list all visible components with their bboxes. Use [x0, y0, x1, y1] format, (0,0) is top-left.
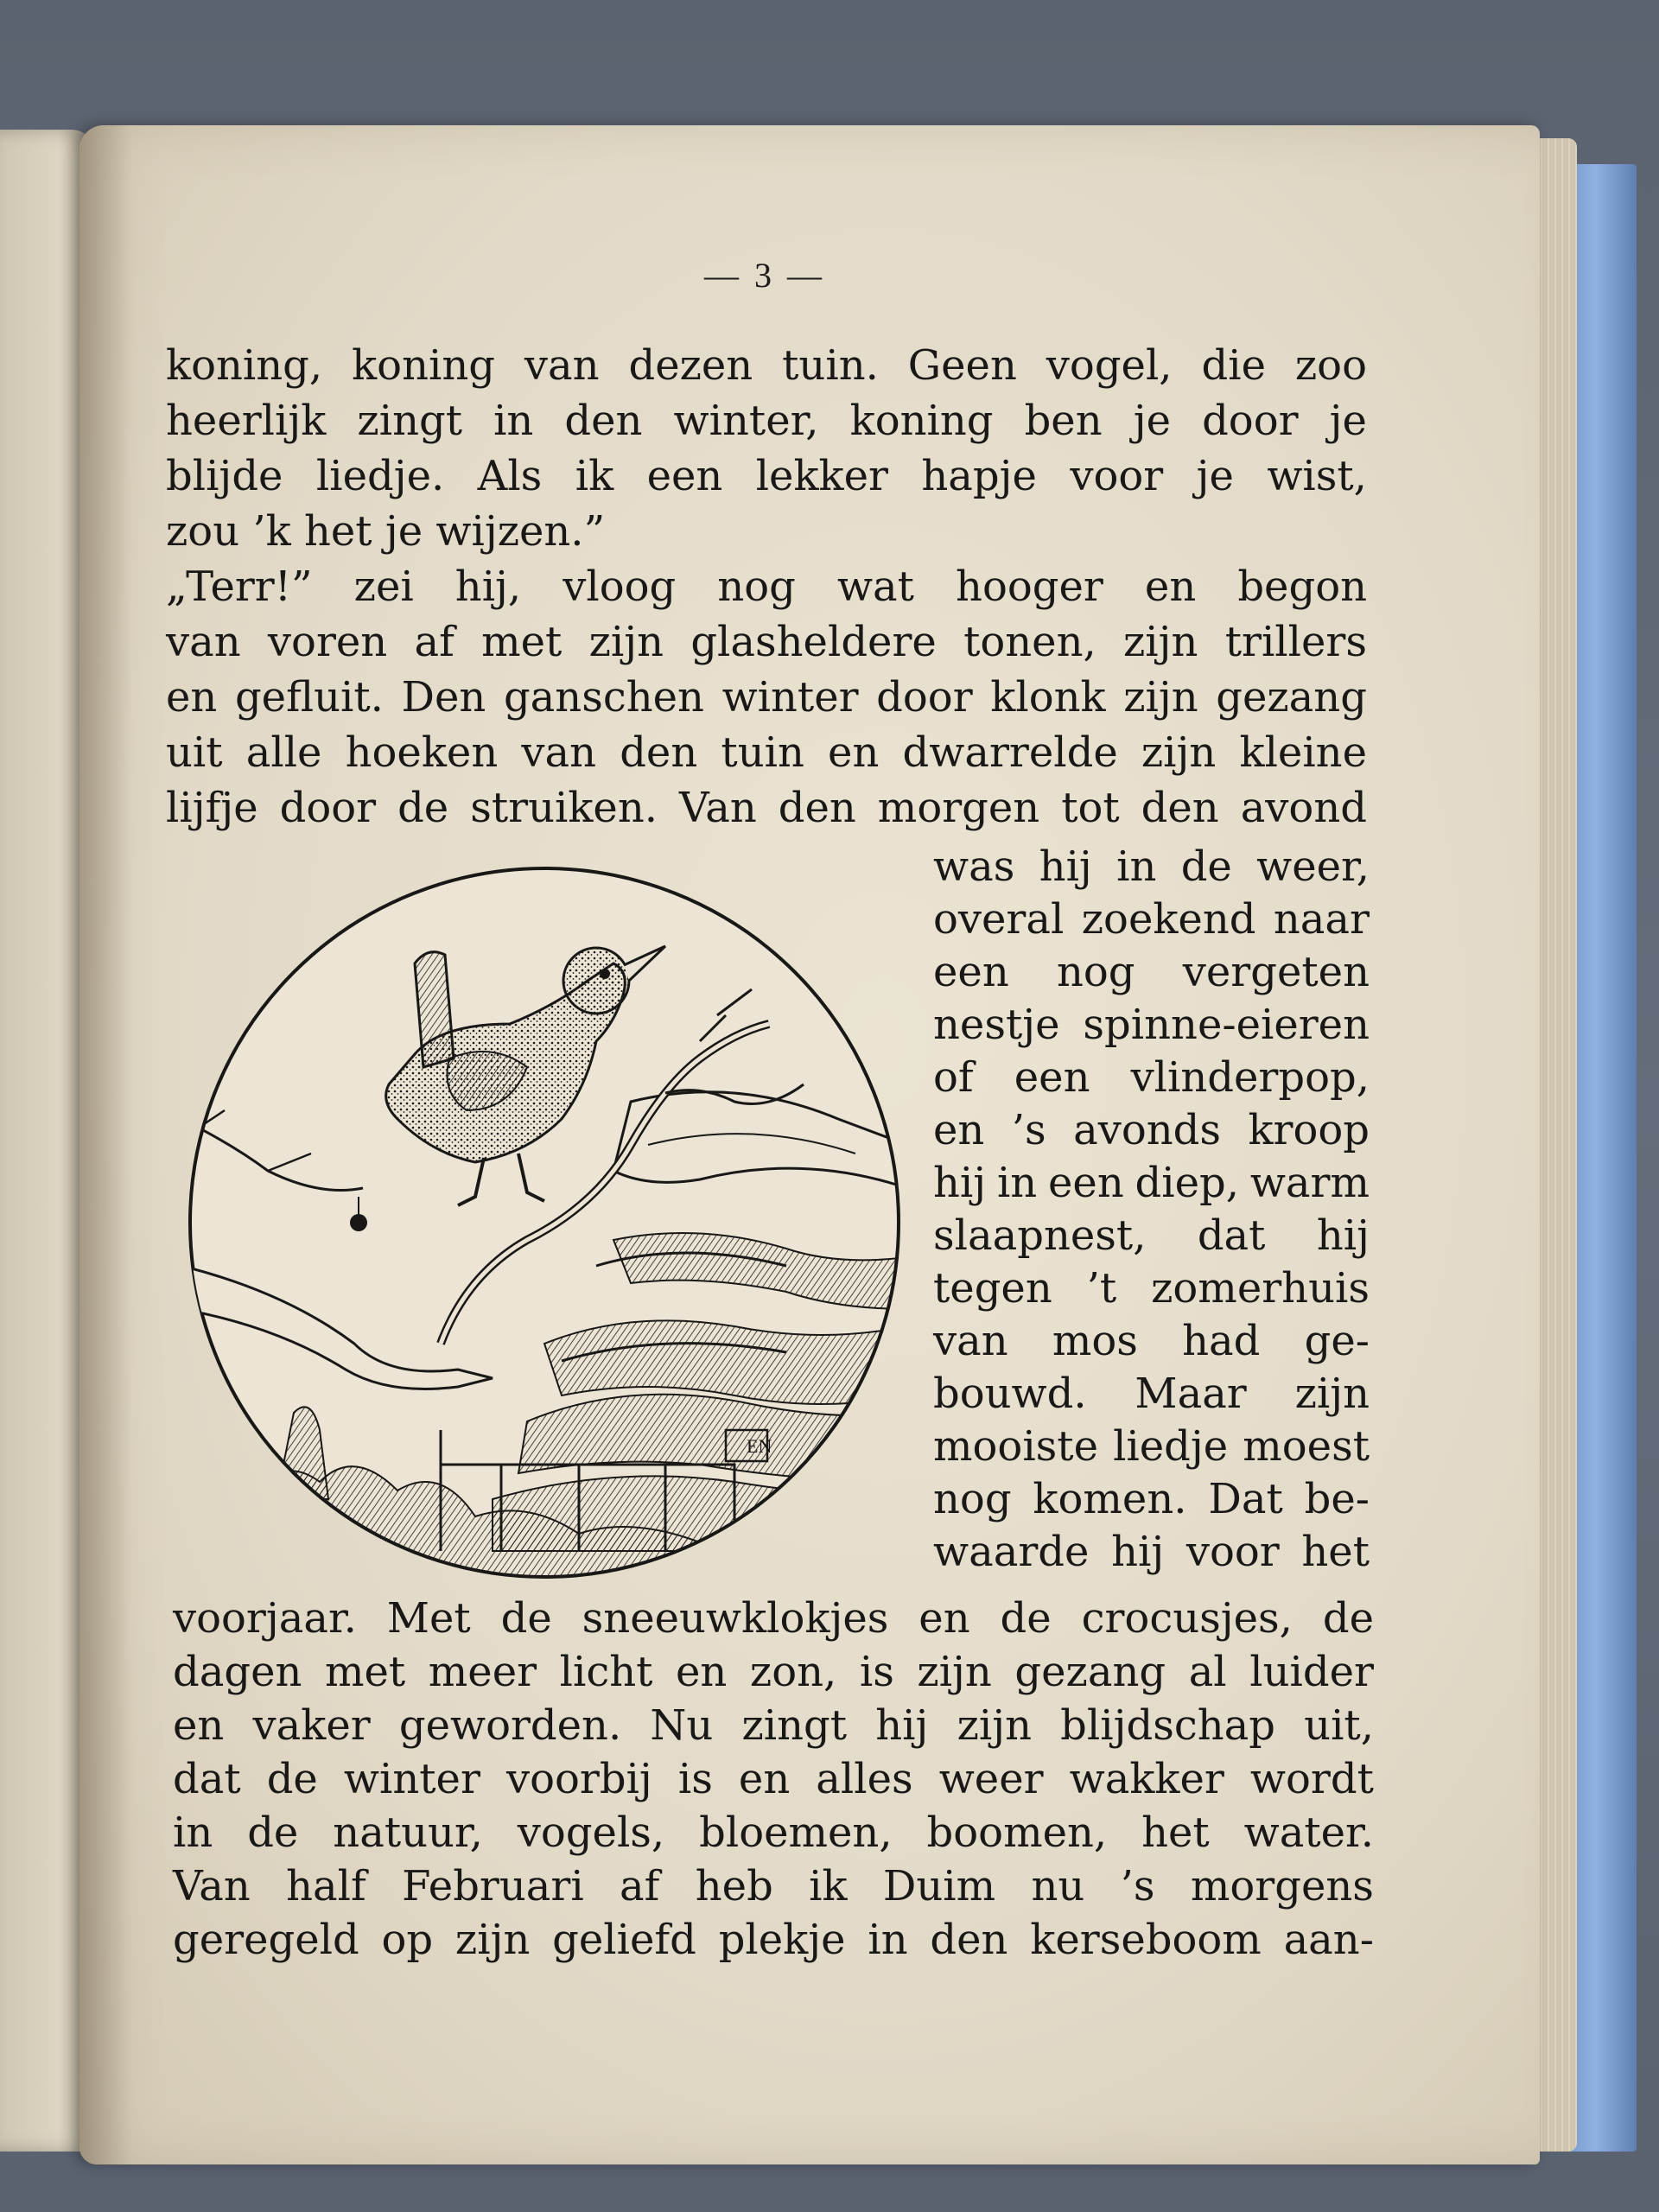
text-line: of een vlinderpop, [933, 1053, 1370, 1102]
text-line: in de natuur, vogels, bloemen, boomen, het water. [173, 1808, 1374, 1857]
text-line: dat de winter voorbij is en alles weer wakker wordt [173, 1755, 1374, 1803]
text-line: was hij in de weer, [933, 842, 1370, 891]
wren-illustration [181, 860, 907, 1586]
text-line: nog komen. Dat be- [933, 1475, 1370, 1523]
text-line: lijfje door de struiken. Van den morgen tot den avond [166, 784, 1367, 832]
text-line: en ’s avonds kroop [933, 1106, 1370, 1154]
text-line: en vaker geworden. Nu zingt hij zijn blijdschap uit, [173, 1701, 1374, 1750]
text-line: „Terr!” zei hij, vloog nog wat hooger en begon [166, 563, 1367, 611]
text-line: mooiste liedje moest [933, 1422, 1370, 1471]
text-line: tegen ’t zomerhuis [933, 1264, 1370, 1313]
text-line: bouwd. Maar zijn [933, 1370, 1370, 1418]
text-line: voorjaar. Met de sneeuwklokjes en de crocusjes, de [173, 1594, 1374, 1643]
text-line: dagen met meer licht en zon, is zijn gezang al luider [173, 1648, 1374, 1696]
text-line: nestje spinne-eieren [933, 1001, 1370, 1049]
page-number: — 3 — [704, 256, 825, 295]
text-line: slaapnest, dat hij [933, 1211, 1370, 1260]
text-line: zou ’k het je wijzen.” [166, 507, 606, 556]
text-line: overal zoekend naar [933, 895, 1370, 944]
text-line: en gefluit. Den ganschen winter door klonk zijn gezang [166, 673, 1367, 721]
text-line: koning, koning van dezen tuin. Geen vogel, die zoo [166, 341, 1367, 390]
top-paragraph [166, 341, 1367, 860]
text-line: geregeld op zijn geliefd plekje in den kerseboom aan- [173, 1916, 1374, 1964]
text-line: van voren af met zijn glasheldere tonen, zijn trillers [166, 618, 1367, 666]
text-line: van mos had ge- [933, 1317, 1370, 1365]
illustrator-monogram: EN [747, 1435, 772, 1457]
text-line: blijde liedje. Als ik een lekker hapje voor je wist, [166, 452, 1367, 500]
text-line: Van half Februari af heb ik Duim nu ’s morgens [173, 1862, 1374, 1910]
gutter-shadow [79, 125, 131, 2164]
text-line: uit alle hoeken van den tuin en dwarrelde zijn kleine [166, 728, 1367, 777]
bottom-paragraph [173, 1594, 1374, 1974]
side-paragraph [933, 842, 1370, 1586]
text-line: een nog vergeten [933, 948, 1370, 996]
text-line: hij in een diep, warm [933, 1159, 1370, 1207]
text-line: waarde hij voor het [933, 1528, 1370, 1576]
text-line: heerlijk zingt in den winter, koning ben je door je [166, 397, 1367, 445]
